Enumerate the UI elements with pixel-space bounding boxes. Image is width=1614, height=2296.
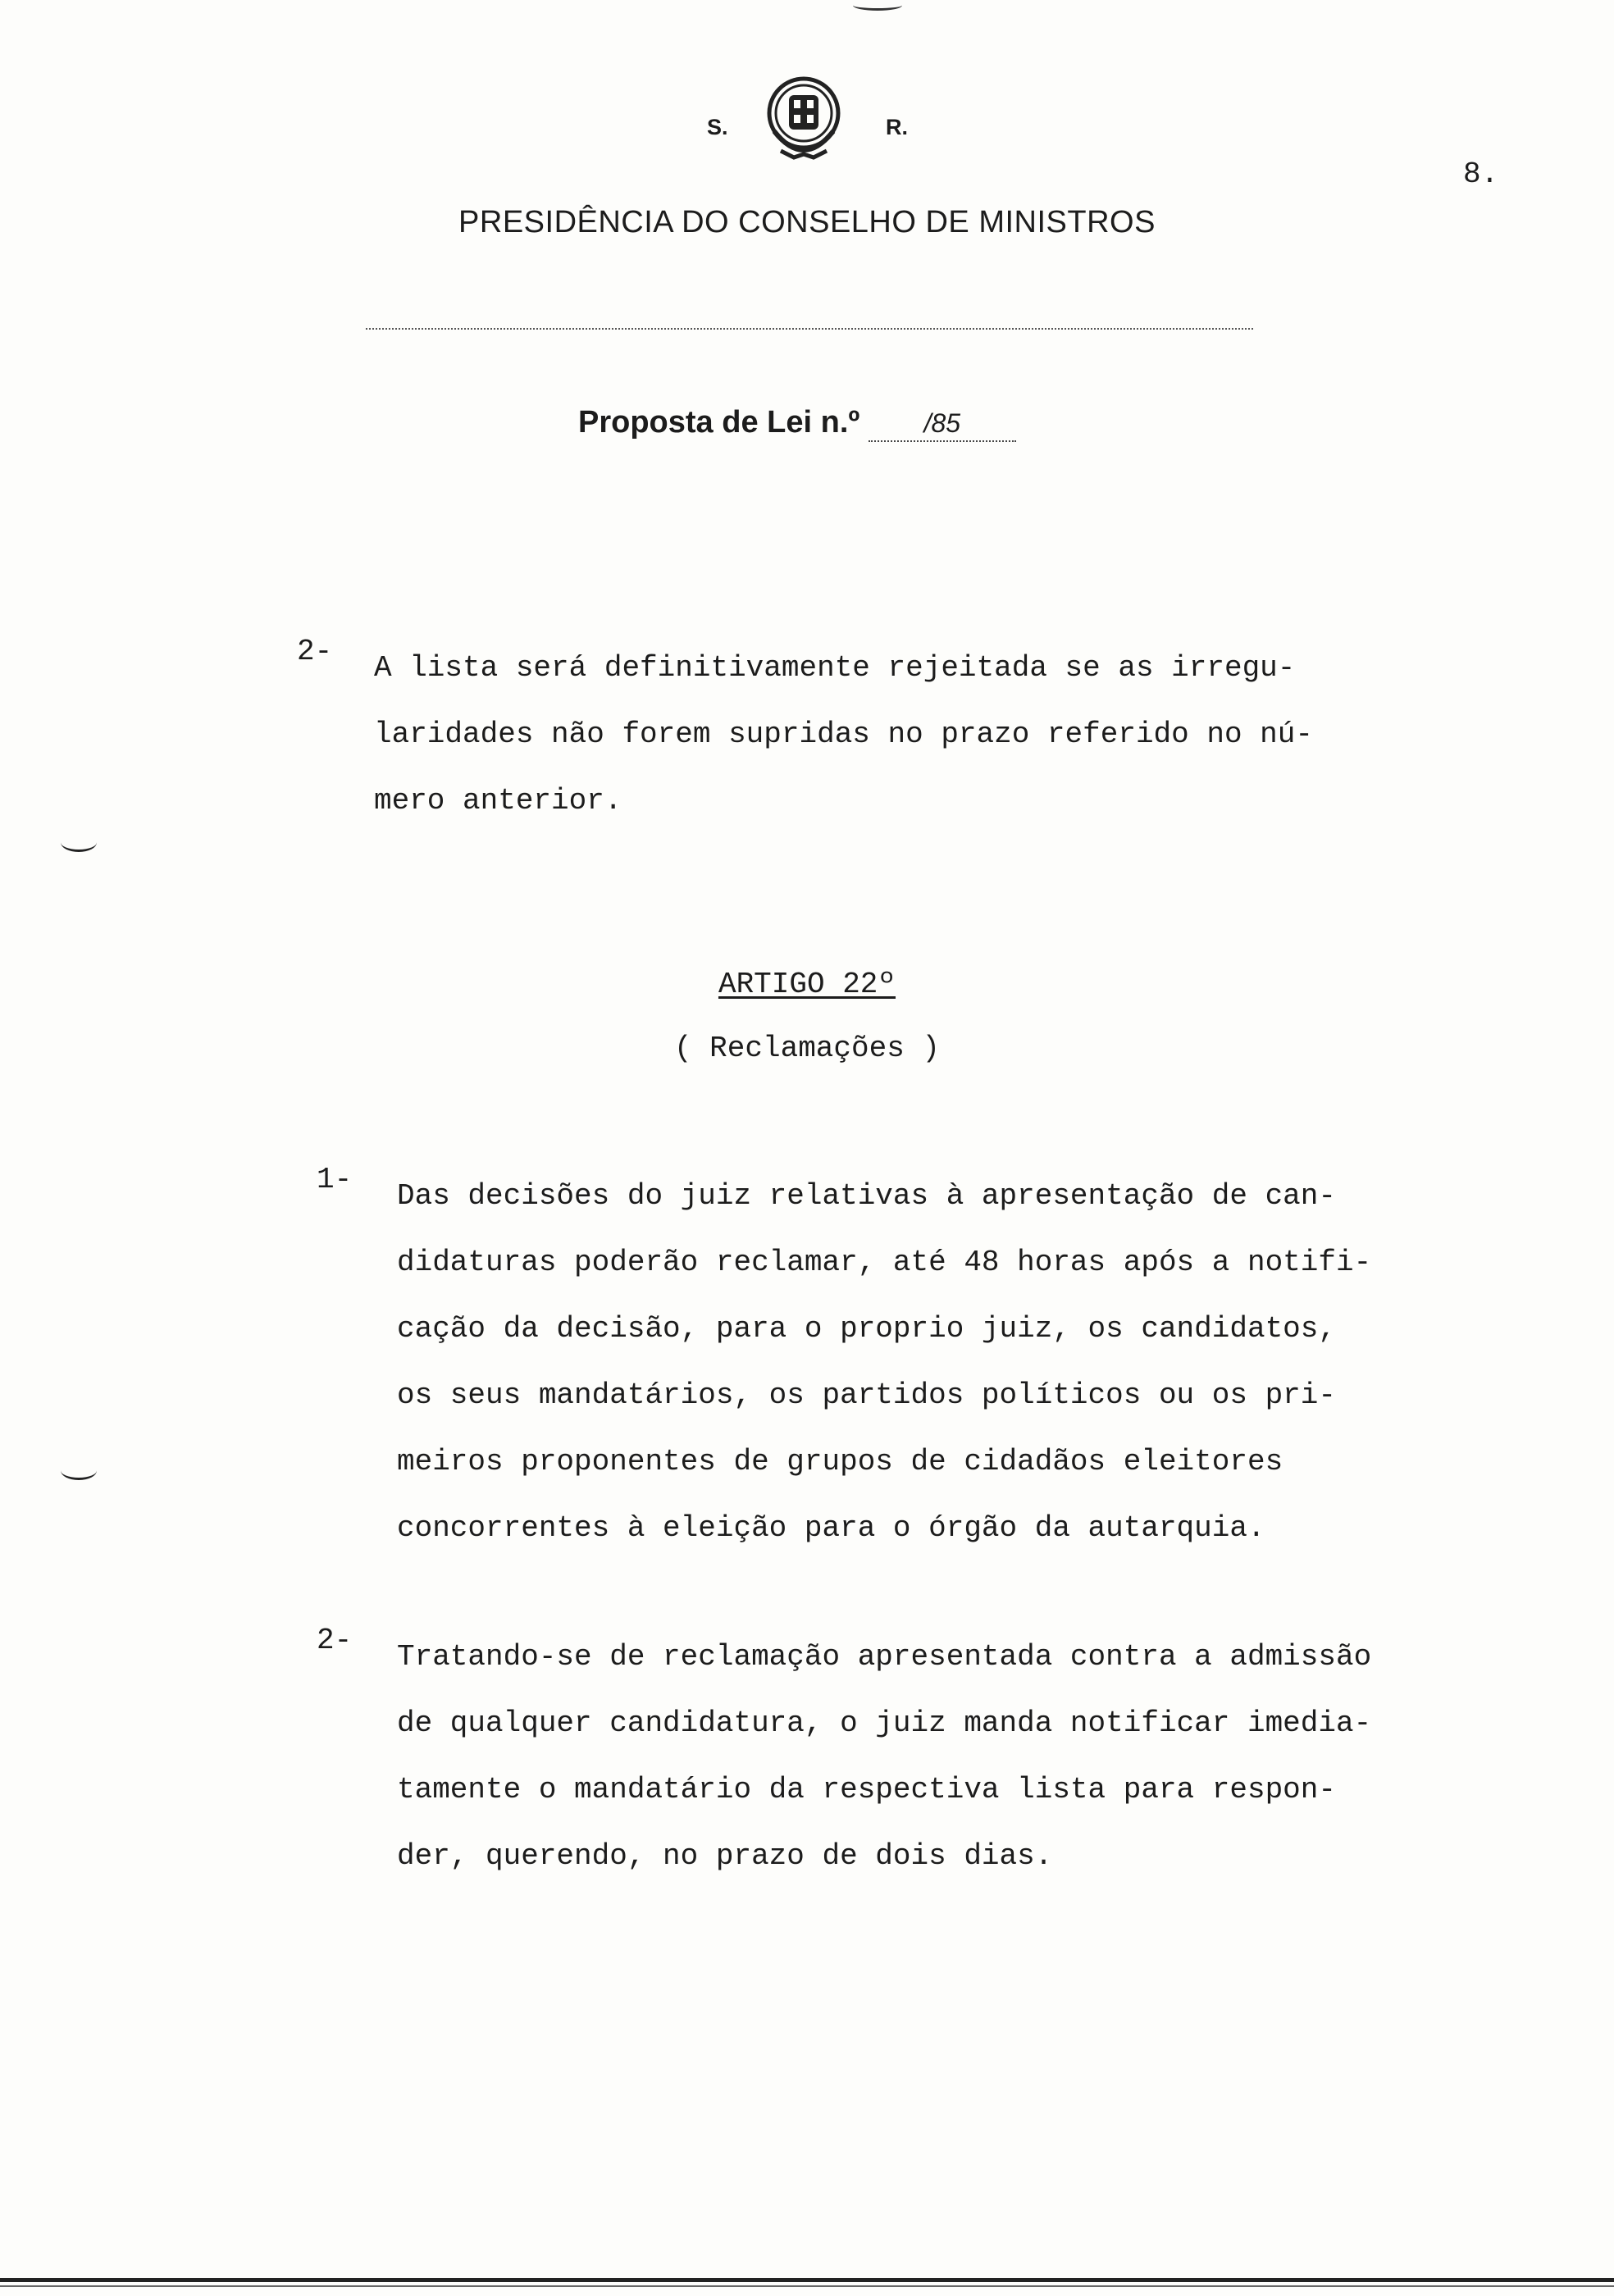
organization-title: PRESIDÊNCIA DO CONSELHO DE MINISTROS — [458, 205, 1156, 239]
text-line: os seus mandatários, os partidos políticos ou os pri- — [397, 1378, 1336, 1412]
text-line: cação da decisão, para o proprio juiz, os candidatos, — [397, 1312, 1336, 1346]
article-subtitle: ( Reclamações ) — [673, 1032, 941, 1065]
text-line: meiros proponentes de grupos de cidadãos eleitores — [397, 1445, 1283, 1478]
proposal-line — [578, 405, 1016, 442]
header-letter-r: R. — [886, 115, 908, 139]
dotted-divider — [366, 328, 1253, 330]
item-number: 2- — [317, 1624, 353, 1657]
margin-mark — [61, 833, 97, 852]
text-line: tamente o mandatário da respectiva lista para respon- — [397, 1773, 1336, 1806]
text-line: Tratando-se de reclamação apresentada contra a admissão — [397, 1640, 1372, 1674]
page-number: 8. — [1463, 157, 1499, 191]
text-line: concorrentes à eleição para o órgão da autarquia. — [397, 1511, 1265, 1545]
clause-text — [374, 635, 1522, 834]
item-number: 1- — [317, 1163, 353, 1196]
text-line: didaturas poderão reclamar, até 48 horas após a notifi- — [397, 1246, 1372, 1279]
text-line: de qualquer candidatura, o juiz manda notificar imedia- — [397, 1706, 1372, 1740]
text-line: laridades não forem supridas no prazo referido no nú- — [374, 718, 1313, 751]
top-edge-mark — [853, 0, 902, 11]
proposal-number: /85 — [869, 408, 1016, 442]
clause-number: 2- — [297, 635, 333, 668]
coat-of-arms-icon — [764, 72, 843, 171]
text-line: Das decisões do juiz relativas à apresentação de can- — [397, 1179, 1336, 1213]
margin-mark — [61, 1461, 97, 1480]
page-bottom-edge — [0, 2278, 1614, 2282]
page-bottom-edge — [0, 2285, 1614, 2287]
item-text — [397, 1624, 1578, 1889]
article-title: ARTIGO 22º — [718, 968, 896, 1001]
item-text — [397, 1163, 1562, 1561]
proposal-label: Proposta de Lei n.º — [578, 405, 860, 440]
text-line: der, querendo, no prazo de dois dias. — [397, 1839, 1053, 1873]
text-line: mero anterior. — [374, 784, 622, 818]
header-letter-s: S. — [707, 115, 728, 139]
text-line: A lista será definitivamente rejeitada se as irregu- — [374, 651, 1296, 685]
